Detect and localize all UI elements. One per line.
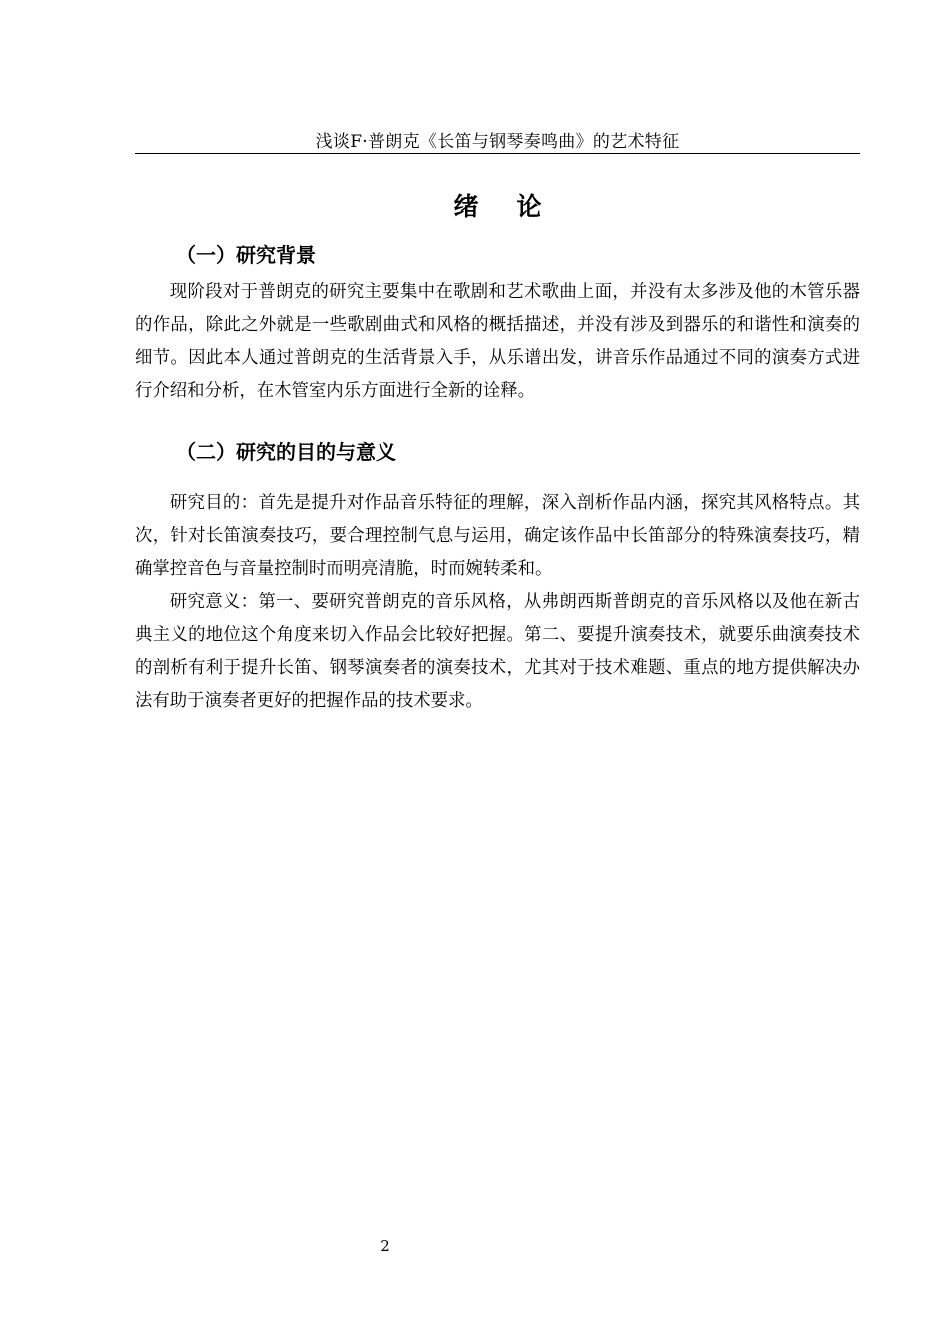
header-rule: [135, 153, 860, 154]
chapter-title-part1: 绪: [453, 192, 479, 221]
page-number: 2: [380, 1237, 390, 1255]
chapter-title-part2: 论: [516, 192, 542, 221]
section-heading-background: （一）研究背景: [176, 243, 316, 267]
paragraph-purpose: 研究目的：首先是提升对作品音乐特征的理解，深入剖析作品内涵，探究其风格特点。其次，针对长笛演奏技巧，要合理控制气息与运用，确定该作品中长笛部分的特殊演奏技巧，精确掌控音色与音量控制时而明亮清脆，时而婉转柔和。: [135, 493, 860, 579]
running-header: 浅谈F·普朗克《长笛与钢琴奏鸣曲》的艺术特征: [315, 132, 680, 152]
paragraph-significance: 研究意义：第一、要研究普朗克的音乐风格，从弗朗西斯普朗克的音乐风格以及他在新古典主义的地位这个角度来切入作品会比较好把握。第二、要提升演奏技术，就要乐曲演奏技术的剖析有利于提升长笛、钢琴演奏者的演奏技术，尤其对于技术难题、重点的地方提供解决办法有助于演奏者更好的把握作品的技术要求。: [135, 592, 860, 711]
chapter-title: [135, 190, 860, 224]
paragraph-background: 现阶段对于普朗克的研究主要集中在歌剧和艺术歌曲上面，并没有太多涉及他的木管乐器的作品，除此之外就是一些歌剧曲式和风格的概括描述，并没有涉及到器乐的和谐性和演奏的细节。因此本人通过普朗克的生活背景入手，从乐谱出发，讲音乐作品通过不同的演奏方式进行介绍和分析，在木管室内乐方面进行全新的诠释。: [135, 282, 860, 401]
section-heading-purpose: （二）研究的目的与意义: [176, 440, 396, 464]
